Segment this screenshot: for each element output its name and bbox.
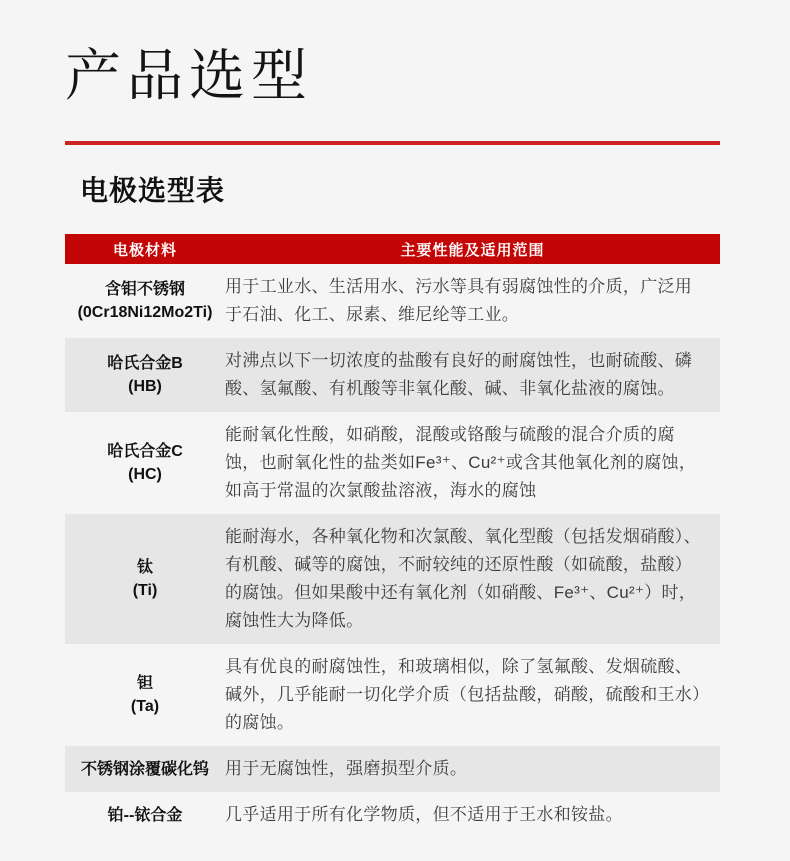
description-cell: 能耐海水，各种氧化物和次氯酸、氧化型酸（包括发烟硝酸）、有机酸、碱等的腐蚀，不耐较纯的还原性酸（如硫酸，盐酸）的腐蚀。但如果酸中还有氧化剂（如硝酸、Fe³⁺、Cu²⁺）时，腐蚀性大为降低。 [225,527,701,631]
material-cell [65,352,225,398]
table-row-hastelloy-c [65,412,720,514]
description-cell: 具有优良的耐腐蚀性，和玻璃相似，除了氢氟酸、发烟硫酸、碱外，几乎能耐一切化学介质（包括盐酸，硝酸，硫酸和王水）的腐蚀。 [225,657,701,733]
material-name: 含钼不锈钢 [104,281,185,299]
material-code: (Ta) [130,698,160,716]
material-code: (HB) [128,378,162,396]
table-header-material: 电极材料 [112,241,177,259]
material-cell [65,672,225,718]
material-name: 不锈钢涂覆碳化钨 [80,760,209,778]
material-cell [65,556,225,602]
table-row-molybdenum-stainless-steel [65,264,720,338]
material-code: (Ti) [132,582,158,600]
material-name: 哈氏合金C [107,443,183,461]
table-body [65,264,720,838]
section-title: 电极选型表 [80,175,226,207]
material-code: (0Cr18Ni12Mo2Ti) [77,304,213,322]
material-name: 哈氏合金B [107,355,183,373]
material-name: 铂--铱合金 [107,806,183,824]
material-cell [65,804,225,827]
table-row-tungsten-carbide-coated-steel [65,746,720,792]
description-cell: 几乎适用于所有化学物质，但不适用于王水和铵盐。 [225,805,623,825]
table-row-tantalum [65,644,720,746]
material-name: 钛 [136,559,153,577]
description-cell: 用于无腐蚀性，强磨损型介质。 [225,759,468,779]
material-name: 钽 [136,675,153,693]
title-divider [65,141,720,145]
electrode-selection-table [65,234,720,838]
page-title: 产品选型 [65,44,313,107]
table-row-titanium [65,514,720,644]
table-header-performance: 主要性能及适用范围 [400,241,545,259]
material-cell [65,278,225,324]
description-cell: 用于工业水、生活用水、污水等具有弱腐蚀性的介质，广泛用于石油、化工、尿素、维尼纶等工业。 [225,277,693,325]
material-cell [65,440,225,486]
description-cell: 能耐氧化性酸，如硝酸，混酸或铬酸与硫酸的混合介质的腐蚀，也耐氧化性的盐类如Fe³⁺、Cu²⁺或含其他氧化剂的腐蚀，如高于常温的次氯酸盐溶液，海水的腐蚀 [225,425,697,501]
material-code: (HC) [128,466,162,484]
table-row-hastelloy-b [65,338,720,412]
table-row-platinum-iridium-alloy [65,792,720,838]
description-cell: 对沸点以下一切浓度的盐酸有良好的耐腐蚀性，也耐硫酸、磷酸、氢氟酸、有机酸等非氧化酸、碱、非氧化盐液的腐蚀。 [225,351,693,399]
table-header-row [65,234,720,264]
material-cell [65,758,225,781]
